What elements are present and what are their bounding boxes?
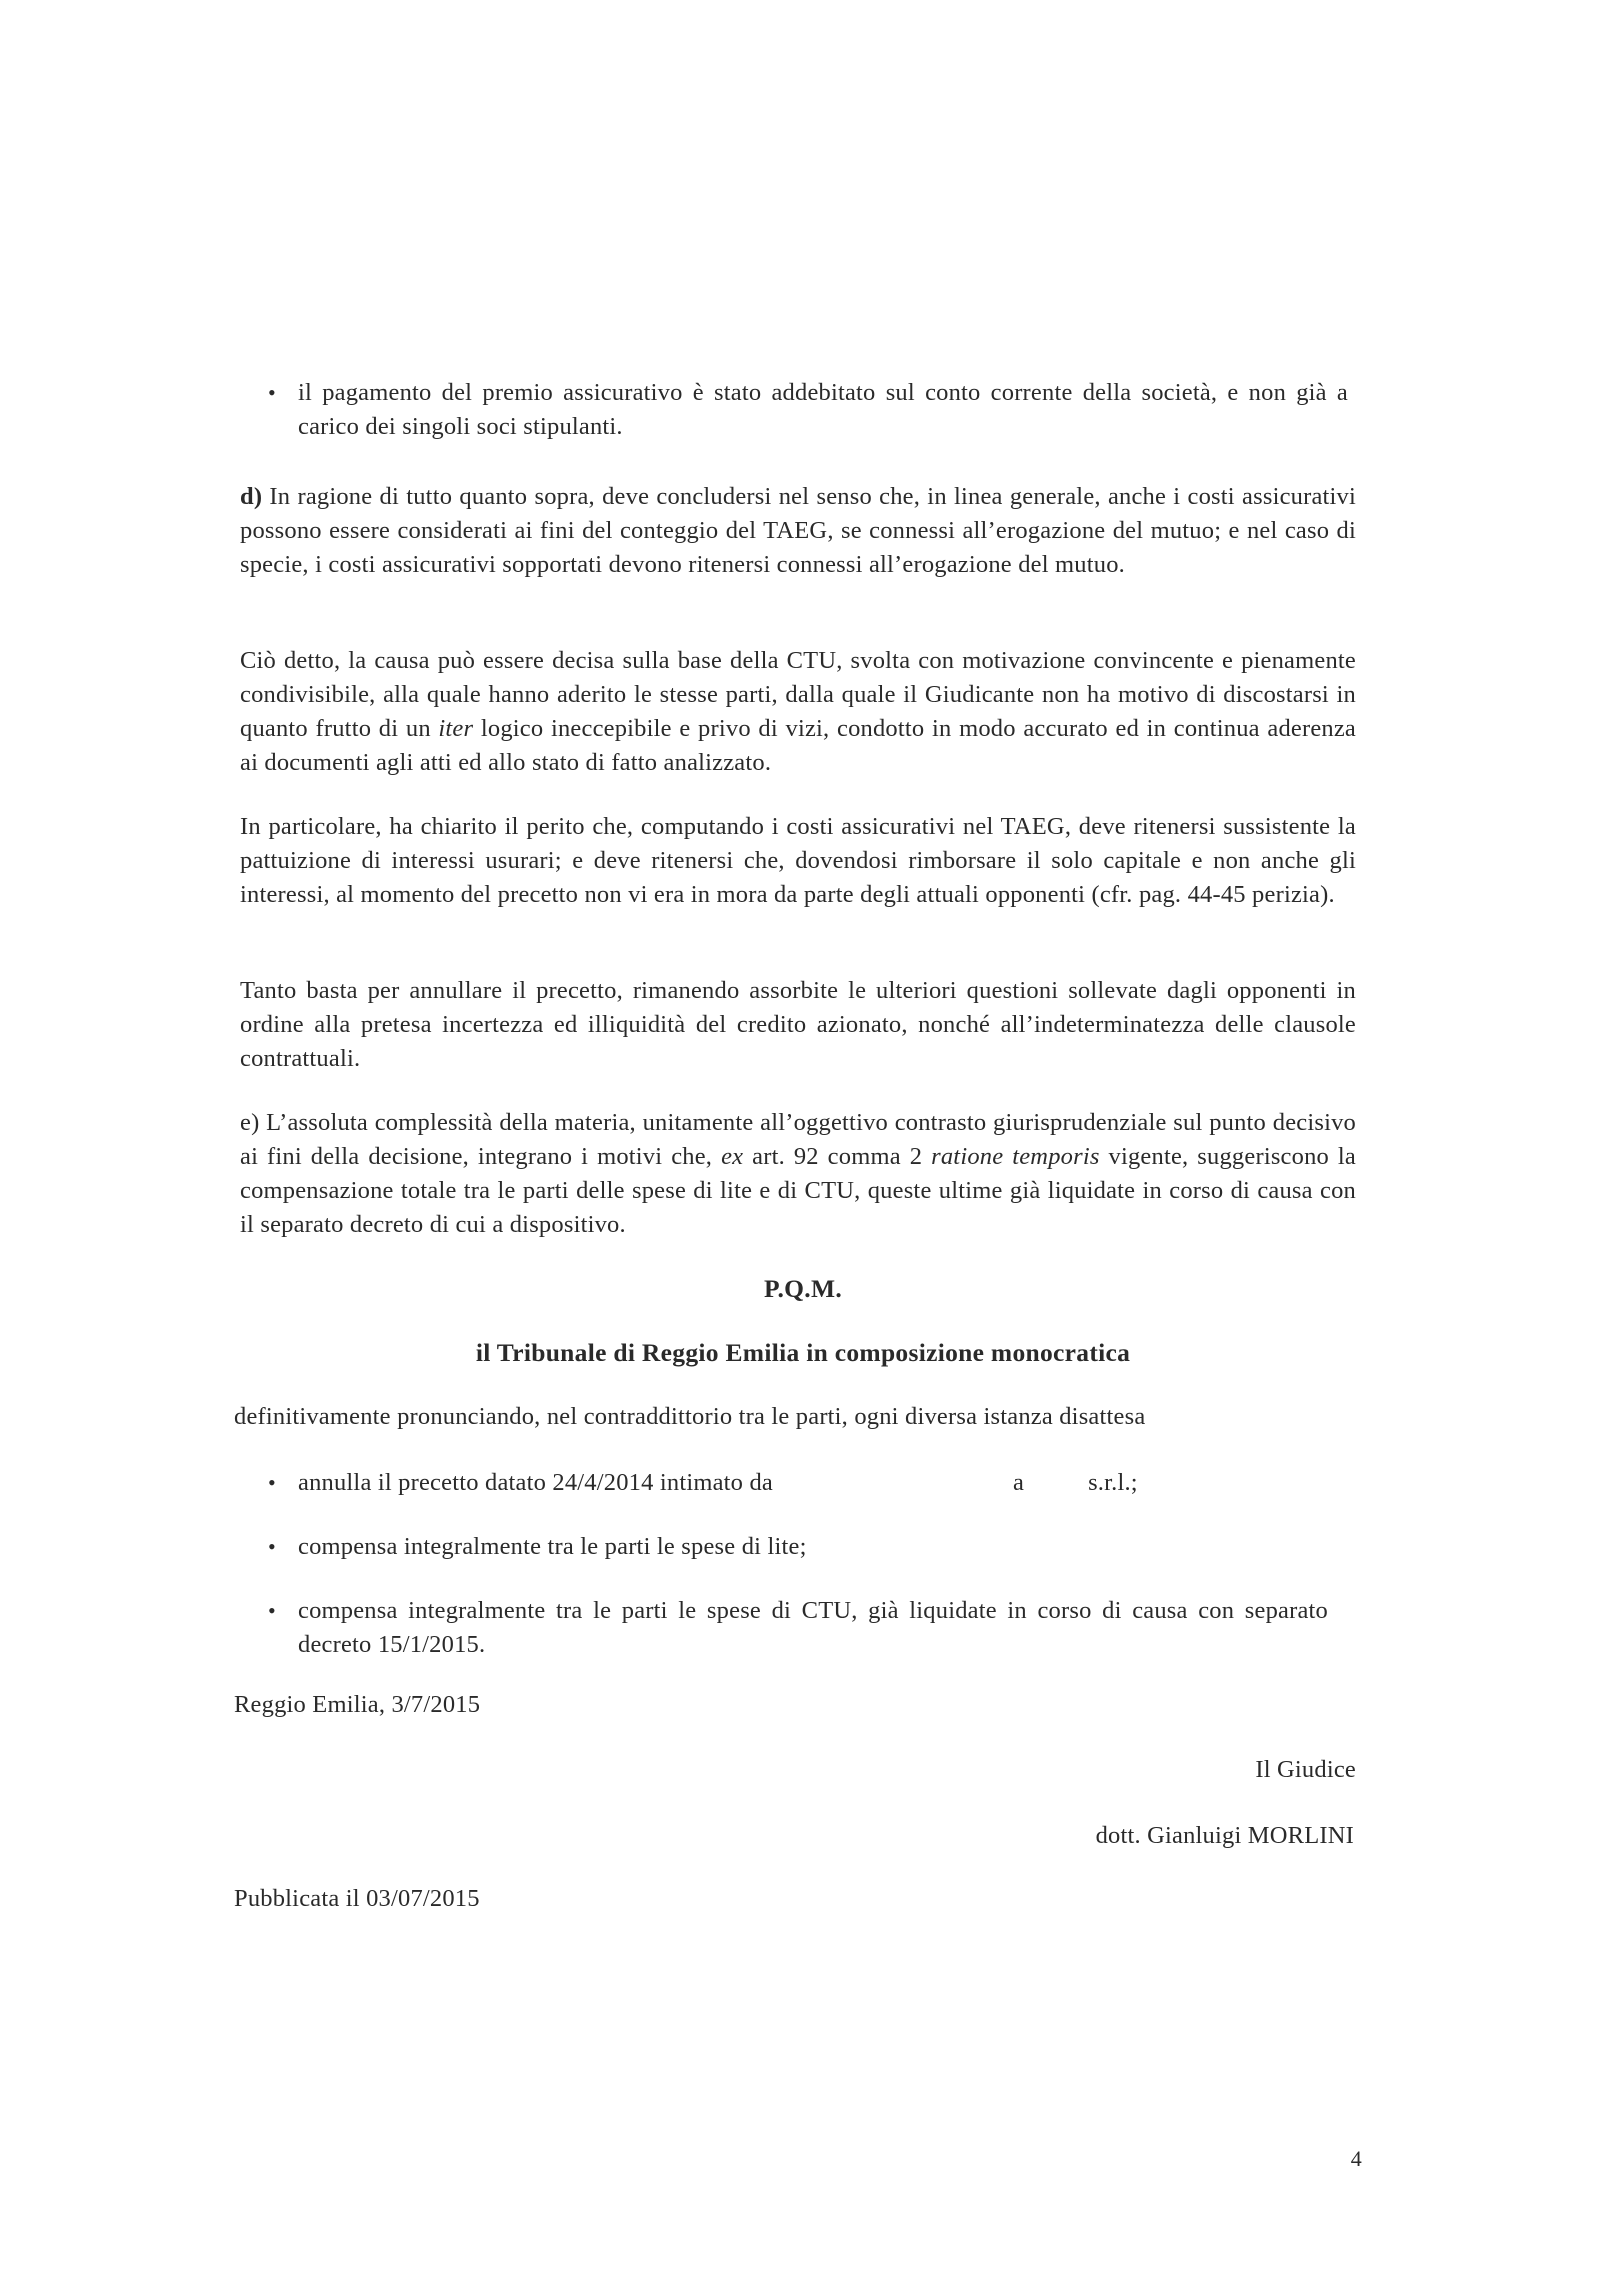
paragraph-definitivamente: definitivamente pronunciando, nel contraddittorio tra le parti, ogni diversa istanza disattesa — [234, 1403, 1146, 1430]
giudice-title: Il Giudice — [1255, 1756, 1356, 1783]
bullet-icon: • — [268, 1534, 276, 1559]
place-date: Reggio Emilia, 3/7/2015 — [234, 1691, 481, 1718]
italic-term: iter — [438, 715, 474, 742]
paragraph-tanto-basta: Tanto basta per annullare il precetto, rimanendo assorbite le ulteriori questioni sollevate dagli opponenti in ordine alla pretesa incertezza ed illiquidità del credito azionato, nonché all’indeterminatezza delle clausole contrattuali. — [240, 977, 1356, 1072]
text-span: a — [1012, 1469, 1025, 1496]
text-span: vigente, suggeriscono la compensazione totale tra le parti delle spese di lite e di CTU, queste ultime già liquidate in corso di causa con il separato decreto di cui a dispositivo. — [240, 1143, 1356, 1238]
text-span: s.r.l.; — [1088, 1469, 1138, 1496]
paragraph-d — [240, 480, 1356, 582]
text-span: annulla il precetto datato 24/4/2014 intimato da — [298, 1469, 773, 1496]
list-item — [268, 376, 1348, 444]
bullet-icon: • — [268, 1470, 276, 1495]
paragraph-in-particolare: In particolare, ha chiarito il perito che, computando i costi assicurativi nel TAEG, deve ritenersi sussistente la pattuizione di interessi usurari; e deve ritenersi che, dovendosi rimborsare il solo capitale e non anche gli interessi, al momento del precetto non vi era in mora da parte degli attuali opponenti (cfr. pag. 44-45 perizia). — [240, 813, 1356, 908]
giudice-name: dott. Gianluigi MORLINI — [1095, 1822, 1354, 1849]
italic-term: ex — [721, 1143, 744, 1170]
bullet-text: il pagamento del premio assicurativo è stato addebitato sul conto corrente della società, e non già a carico dei singoli soci stipulanti. — [298, 379, 1348, 440]
list-item — [268, 1530, 1348, 1564]
paragraph-e — [240, 1106, 1356, 1242]
page-number: 4 — [1350, 2146, 1362, 2171]
bullet-text: compensa integralmente tra le parti le spese di lite; — [298, 1533, 807, 1560]
bullet-icon: • — [268, 1598, 276, 1623]
publication-date: Pubblicata il 03/07/2015 — [234, 1885, 480, 1912]
paragraph-d-text: In ragione di tutto quanto sopra, deve concludersi nel senso che, in linea generale, anche i costi assicurativi possono essere considerati ai fini del conteggio del TAEG, se connessi all’erogazione del mutuo; e nel caso di specie, i costi assicurativi sopportati devono ritenersi connessi all’erogazione del mutuo. — [240, 483, 1357, 578]
text-span: art. 92 comma 2 — [743, 1143, 932, 1170]
paragraph-cio-detto — [240, 644, 1356, 780]
bullet-text: compensa integralmente tra le parti le spese di CTU, già liquidate in corso di causa con separato decreto 15/1/2015. — [298, 1597, 1328, 1658]
italic-term: ratione temporis — [931, 1143, 1100, 1170]
text-span: e) L’assoluta complessità della materia, unitamente all’oggettivo contrasto giurisprudenziale sul punto decisivo ai fini della decisione, integrano i motivi che, — [240, 1109, 1356, 1170]
text-span: Ciò detto, la causa può essere decisa sulla base della CTU, svolta con motivazione convincente e pienamente condivisibile, alla quale hanno aderito le stesse parti, dalla quale il Giudicante non ha motivo di discostarsi in quanto frutto di un — [240, 647, 1356, 742]
list-item — [268, 1594, 1328, 1662]
pqm-heading: P.Q.M. — [763, 1274, 843, 1303]
text-span: logico ineccepibile e privo di vizi, condotto in modo accurato ed in continua aderenza ai documenti agli atti ed allo stato di fatto analizzato. — [240, 715, 1356, 776]
paragraph-marker: d) — [240, 483, 263, 510]
list-item — [268, 1466, 1348, 1500]
tribunale-heading: il Tribunale di Reggio Emilia in composizione monocratica — [475, 1338, 1131, 1367]
bullet-text — [298, 1466, 1138, 1500]
bullet-icon: • — [268, 380, 276, 405]
